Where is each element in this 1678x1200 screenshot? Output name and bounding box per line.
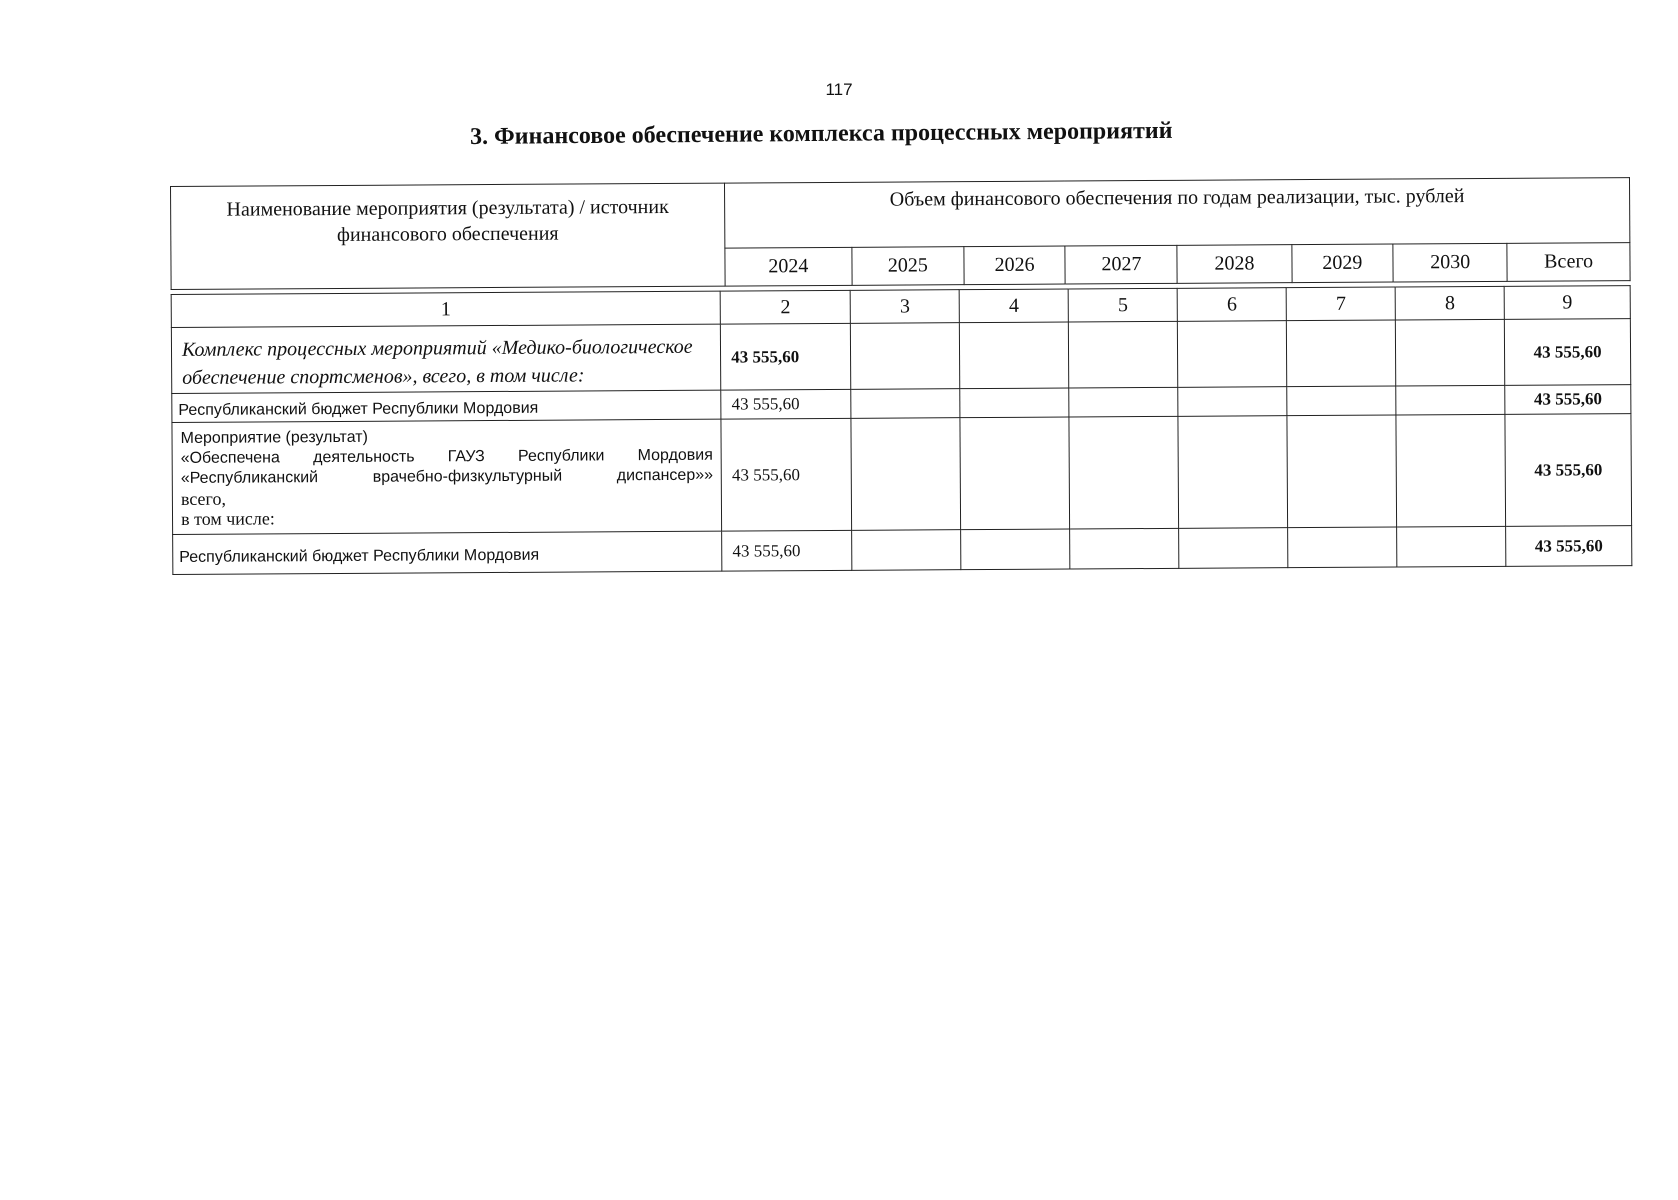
empty-cell — [960, 322, 1069, 389]
value-total: 43 555,60 — [1505, 319, 1631, 386]
year-2030: 2030 — [1393, 244, 1507, 282]
column-number: 6 — [1177, 288, 1286, 322]
empty-cell — [1287, 386, 1396, 416]
event-name-line: в том числе: — [180, 507, 275, 529]
empty-cell — [1287, 320, 1396, 387]
empty-cell — [852, 530, 961, 571]
empty-cell — [1178, 321, 1287, 388]
empty-cell — [851, 418, 961, 531]
value-2024: 43 555,60 — [721, 418, 852, 531]
value-total: 43 555,60 — [1505, 385, 1631, 415]
column-number: 2 — [720, 290, 850, 324]
empty-cell — [960, 388, 1069, 418]
empty-cell — [1178, 387, 1287, 417]
empty-cell — [1396, 385, 1505, 415]
page-title: 3. Финансовое обеспечение комплекса процессных мероприятий — [470, 117, 1173, 150]
complex-name: Комплекс процессных мероприятий «Медико-биологическое обеспечение спортсменов», всего, в том числе: — [171, 324, 721, 393]
empty-cell — [960, 417, 1070, 530]
budget-source-name: Республиканский бюджет Республики Мордовия — [172, 390, 721, 422]
table-row — [171, 319, 1630, 394]
empty-cell — [961, 529, 1070, 570]
year-2026: 2026 — [964, 246, 1066, 284]
name-column-header: Наименование мероприятия (результата) / источник финансового обеспечения — [171, 183, 726, 289]
column-number: 9 — [1504, 286, 1630, 320]
year-2027: 2027 — [1065, 246, 1177, 284]
column-number: 1 — [171, 291, 720, 327]
event-name-line: Мероприятие (результат) — [180, 428, 368, 447]
finance-table — [170, 177, 1632, 575]
column-number: 4 — [959, 289, 1068, 323]
volume-column-header: Объем финансового обеспечения по годам реализации, тыс. рублей — [724, 178, 1629, 249]
value-total: 43 555,60 — [1505, 414, 1632, 527]
empty-cell — [1287, 415, 1397, 528]
year-2028: 2028 — [1177, 245, 1291, 283]
event-name — [172, 419, 722, 534]
event-name-line: всего, — [180, 488, 227, 509]
value-2024: 43 555,60 — [721, 323, 851, 390]
column-number: 3 — [850, 290, 959, 324]
year-2029: 2029 — [1291, 244, 1393, 282]
table-row — [172, 414, 1632, 535]
table-header — [170, 177, 1631, 290]
empty-cell — [1069, 416, 1179, 529]
column-number: 8 — [1395, 286, 1504, 320]
value-2024: 43 555,60 — [721, 389, 851, 419]
event-name-line: «Обеспечена деятельность ГАУЗ Республики Мордовия — [180, 446, 713, 467]
empty-cell — [1396, 414, 1506, 527]
year-2025: 2025 — [852, 247, 964, 285]
event-name-line: «Республиканский врачебно-физкультурный диспансер»» — [180, 466, 714, 487]
column-number: 7 — [1286, 287, 1395, 321]
empty-cell — [1069, 387, 1178, 417]
empty-cell — [1070, 528, 1179, 569]
empty-cell — [1069, 321, 1178, 388]
table-body — [171, 285, 1633, 575]
year-2024: 2024 — [725, 248, 852, 286]
empty-cell — [1288, 527, 1397, 568]
value-2024: 43 555,60 — [722, 530, 852, 571]
empty-cell — [1178, 416, 1288, 529]
page-number: 117 — [825, 80, 853, 99]
year-total: Всего — [1507, 243, 1630, 281]
budget-source-name: Республиканский бюджет Республики Мордовия — [173, 531, 722, 574]
empty-cell — [1397, 526, 1506, 567]
value-total: 43 555,60 — [1506, 526, 1632, 567]
empty-cell — [1179, 528, 1288, 569]
column-number: 5 — [1068, 288, 1177, 322]
table-row — [173, 526, 1632, 575]
empty-cell — [1396, 319, 1505, 386]
empty-cell — [851, 323, 960, 390]
empty-cell — [851, 389, 960, 419]
